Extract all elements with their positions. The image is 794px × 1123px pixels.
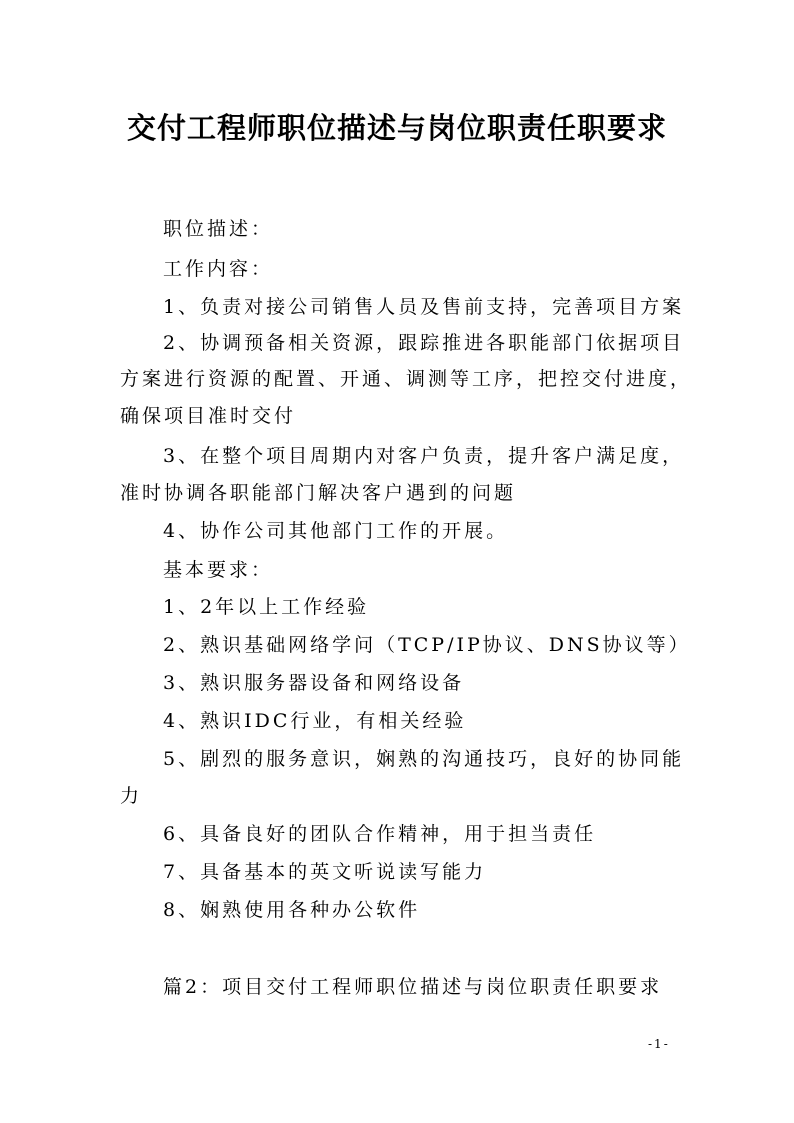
section-heading: 职位描述： [163, 218, 274, 240]
section-heading: 基本要求： [163, 559, 274, 581]
paragraph-line: 2、熟识基础网络学问（TCP/IP协议、DNS协议等） [163, 634, 691, 656]
paragraph-line: 3、熟识服务器设备和网络设备 [163, 672, 465, 694]
paragraph-line: 3、在整个项目周期内对客户负责，提升客户满足度， [163, 445, 685, 467]
paragraph-line: 力 [120, 785, 143, 807]
paragraph-line: 准时协调各职能部门解决客户遇到的问题 [120, 482, 517, 504]
paragraph-line: 4、协作公司其他部门工作的开展。 [163, 520, 509, 542]
paragraph-line: 7、具备基本的英文听说读写能力 [163, 861, 487, 883]
paragraph-line: 2、协调预备相关资源，跟踪推进各职能部门依据项目 [163, 332, 685, 354]
paragraph-line: 5、剧烈的服务意识，娴熟的沟通技巧，良好的协同能 [163, 748, 685, 770]
paragraph-line: 4、熟识IDC行业，有相关经验 [163, 710, 467, 732]
next-article-heading: 篇2：项目交付工程师职位描述与岗位职责任职要求 [163, 976, 663, 998]
paragraph-line: 1、负责对接公司销售人员及售前支持，完善项目方案 [163, 296, 685, 318]
page-number: -1- [648, 1037, 670, 1051]
paragraph-line: 方案进行资源的配置、开通、调测等工序，把控交付进度， [120, 368, 693, 390]
paragraph-line: 1、2年以上工作经验 [163, 596, 370, 618]
paragraph-line: 6、具备良好的团队合作精神，用于担当责任 [163, 823, 597, 845]
document-title: 交付工程师职位描述与岗位职责任职要求 [126, 111, 667, 145]
subsection-heading: 工作内容： [163, 258, 274, 280]
paragraph-line: 8、娴熟使用各种办公软件 [163, 899, 421, 921]
paragraph-line: 确保项目准时交付 [120, 405, 297, 427]
